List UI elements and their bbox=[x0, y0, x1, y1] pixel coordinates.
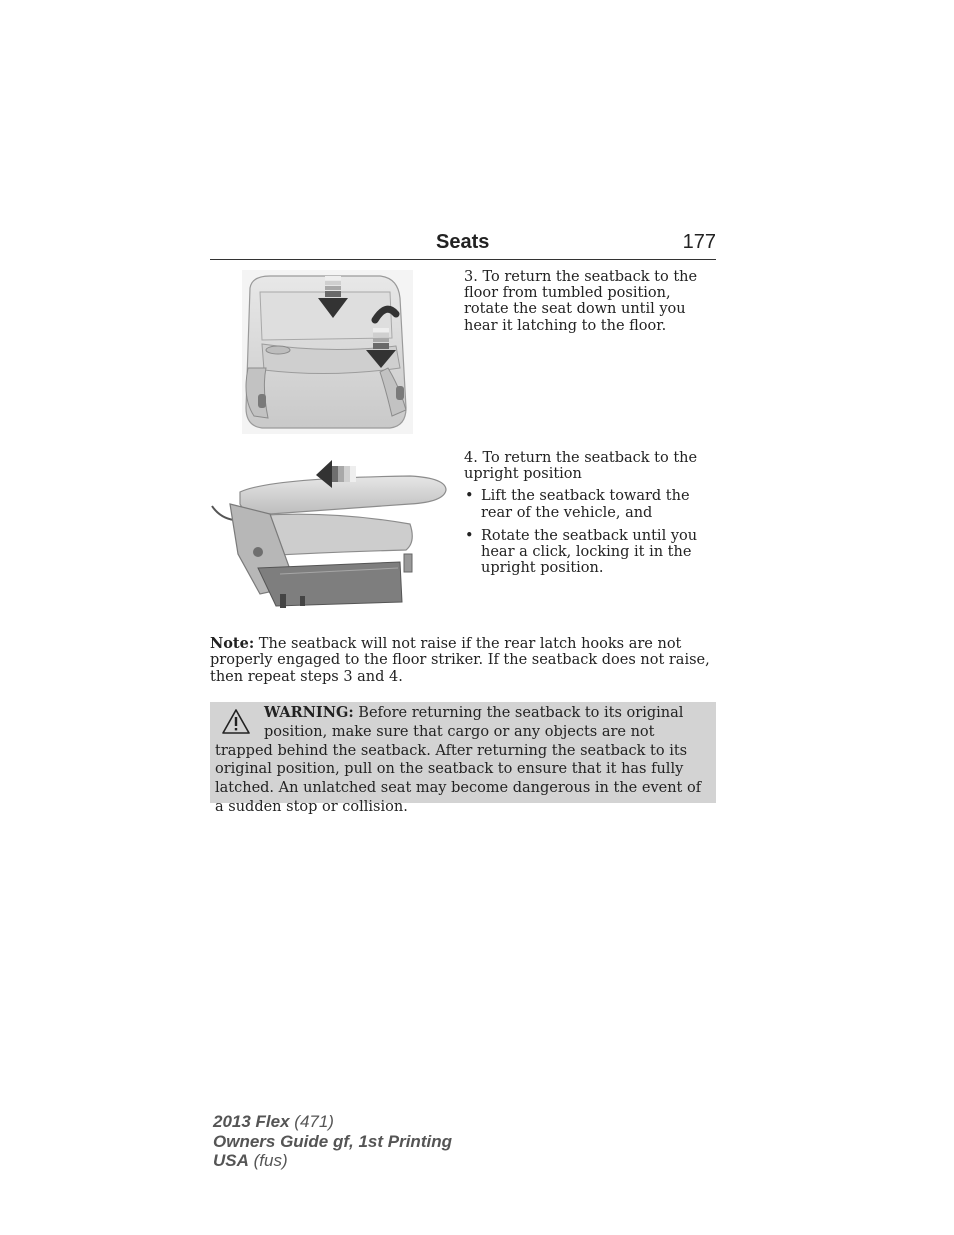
footer-market-code: (fus) bbox=[248, 1151, 288, 1170]
list-item: • Lift the seatback toward the rear of the vehicle, and bbox=[464, 488, 716, 520]
step-4-bullet-list bbox=[464, 488, 716, 576]
warning-text: Before returning the seatback to its original position, make sure that cargo or any objects are not trapped behind the seatback. After returning the seatback to its original position, pull on the seatback to ensure that it has fully latched. An unlatched seat may become dangerous in the event of a sudden stop or collision. bbox=[215, 705, 702, 815]
footer-market: USA bbox=[213, 1151, 249, 1170]
note-text: The seatback will not raise if the rear latch hooks are not properly engaged to the floor striker. If the seatback does not raise, then repeat steps 3 and 4. bbox=[210, 636, 710, 685]
warning-triangle-icon bbox=[222, 708, 250, 738]
section-title: Seats bbox=[436, 231, 490, 253]
seat-tumbled-illustration bbox=[240, 268, 415, 436]
page-footer bbox=[213, 1112, 452, 1171]
step-4-block bbox=[464, 450, 716, 583]
page-header bbox=[210, 229, 716, 260]
warning-box bbox=[210, 702, 716, 815]
page-number: 177 bbox=[682, 231, 716, 253]
list-item: • Rotate the seatback until you hear a click, locking it in the upright position. bbox=[464, 528, 716, 577]
seat-upright-illustration bbox=[210, 458, 450, 614]
footer-code: (471) bbox=[289, 1112, 334, 1131]
note-label: Note: bbox=[210, 635, 255, 652]
warning-label: WARNING: bbox=[264, 704, 354, 721]
footer-model: 2013 Flex bbox=[213, 1112, 290, 1131]
footer-guide: Owners Guide gf, 1st Printing bbox=[213, 1131, 452, 1151]
note-paragraph bbox=[210, 636, 716, 685]
step-4-intro: 4. To return the seatback to the upright position bbox=[464, 450, 698, 483]
step-3-text: 3. To return the seatback to the floor from tumbled position, rotate the seat down until you hear it latching to the floor. bbox=[464, 269, 698, 334]
